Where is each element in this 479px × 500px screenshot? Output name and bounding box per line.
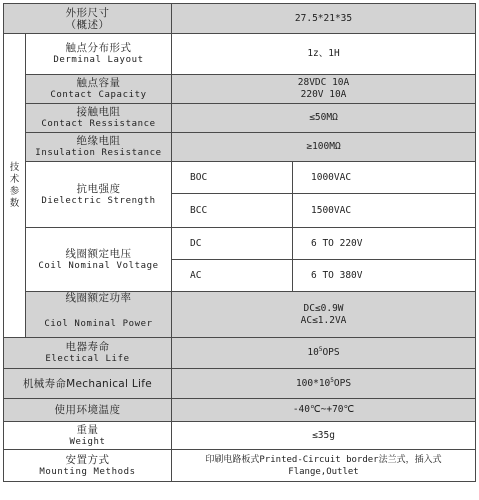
row-dimensions <box>4 4 476 34</box>
terminal-layout-label <box>26 34 172 75</box>
insulation-resistance-cn: 绝缘电阻 <box>76 135 121 147</box>
row-weight <box>4 422 476 450</box>
technical-params-side-label <box>4 34 26 338</box>
terminal-layout-value: 1z、1H <box>172 34 476 75</box>
dielectric-strength-label <box>26 162 172 228</box>
coil-voltage-label <box>26 228 172 292</box>
coil-voltage-ac-value: 6 TO 380V <box>293 260 476 292</box>
contact-capacity-cn: 触点容量 <box>76 77 121 89</box>
terminal-layout-en: Derminal Layout <box>53 55 144 65</box>
coil-voltage-dc-label: DC <box>172 228 293 260</box>
electrical-life-cn: 电器寿命 <box>65 341 110 353</box>
contact-capacity-value-1: 28VDC 10A <box>297 77 350 88</box>
dielectric-boc-label: BOC <box>172 162 293 194</box>
contact-resistance-label <box>26 104 172 133</box>
row-contact-resistance <box>4 104 476 133</box>
dimensions-value: 27.5*21*35 <box>172 4 476 34</box>
coil-voltage-cn: 线圈额定电压 <box>65 247 132 260</box>
dimensions-label <box>4 4 172 34</box>
row-coil-voltage-dc <box>4 228 476 260</box>
row-contact-capacity <box>4 75 476 104</box>
row-temperature <box>4 399 476 422</box>
dielectric-bcc-label: BCC <box>172 194 293 228</box>
dielectric-strength-en: Dielectric Strength <box>41 195 156 206</box>
dimensions-label-cn2: （概述） <box>65 18 110 31</box>
dielectric-bcc-value: 1500VAC <box>293 194 476 228</box>
electrical-life-exp: 5 <box>318 345 323 353</box>
mounting-value <box>172 450 476 482</box>
insulation-resistance-label <box>26 133 172 162</box>
mechanical-life-text: 机械寿命Mechanical Life <box>22 377 153 390</box>
temperature-label <box>4 399 172 422</box>
row-dielectric-boc <box>4 162 476 194</box>
side-char-4: 数 <box>9 197 20 209</box>
row-mechanical-life <box>4 369 476 399</box>
contact-resistance-value: ≤50MΩ <box>172 104 476 133</box>
mounting-value-1: 印刷电路板式Printed-Circuit border法兰式，插入式 <box>205 454 442 465</box>
row-mounting <box>4 450 476 482</box>
contact-capacity-value <box>172 75 476 104</box>
row-coil-power <box>4 292 476 338</box>
dimensions-label-cn: 外形尺寸 <box>65 6 110 19</box>
row-insulation-resistance <box>4 133 476 162</box>
mechanical-life-base: 100*10 <box>295 377 331 389</box>
mechanical-life-label <box>4 369 172 399</box>
coil-power-en: Ciol Nominal Power <box>44 319 153 329</box>
mounting-label <box>4 450 172 482</box>
coil-power-value-2: AC≤1.2VA <box>300 314 347 326</box>
contact-capacity-value-2: 220V 10A <box>300 89 347 100</box>
insulation-resistance-en: Insulation Resistance <box>35 148 162 158</box>
mounting-cn: 安置方式 <box>65 453 110 466</box>
dielectric-strength-cn: 抗电强度 <box>76 182 121 195</box>
coil-power-cn: 线圈额定功率 <box>65 292 132 304</box>
coil-power-value-1: DC≤0.9W <box>303 302 344 314</box>
mechanical-life-exp: 5 <box>330 376 334 384</box>
electrical-life-value <box>172 338 476 369</box>
terminal-layout-cn: 触点分布形式 <box>65 42 132 54</box>
insulation-resistance-value: ≥100MΩ <box>172 133 476 162</box>
electrical-life-base: 10 <box>307 347 319 358</box>
side-char-2: 术 <box>9 173 20 185</box>
dielectric-boc-value: 1000VAC <box>293 162 476 194</box>
electrical-life-en: Electical Life <box>45 354 130 364</box>
contact-capacity-label <box>26 75 172 104</box>
weight-en: Weight <box>69 436 106 447</box>
coil-power-value <box>172 292 476 338</box>
mounting-value-2: Flange,Outlet <box>288 466 359 477</box>
side-char-3: 参 <box>9 185 20 197</box>
mechanical-life-value <box>172 369 476 399</box>
electrical-life-label <box>4 338 172 369</box>
weight-label <box>4 422 172 450</box>
electrical-life-unit: OPS <box>322 347 340 358</box>
contact-resistance-en: Contact Ressistance <box>41 119 156 129</box>
side-char-1: 技 <box>9 161 20 173</box>
temperature-value: -40℃~+70℃ <box>172 399 476 422</box>
spec-table <box>3 3 476 482</box>
coil-voltage-ac-label: AC <box>172 260 293 292</box>
mounting-en: Mounting Methods <box>39 466 136 477</box>
coil-power-label <box>26 292 172 338</box>
weight-cn: 重量 <box>76 423 99 436</box>
temperature-text: 使用环境温度 <box>54 404 121 416</box>
row-terminal-layout <box>4 34 476 75</box>
coil-voltage-en: Coil Nominal Voltage <box>38 260 159 271</box>
contact-resistance-cn: 接触电阻 <box>76 106 121 118</box>
mechanical-life-unit: OPS <box>333 377 352 389</box>
weight-value: ≤35g <box>172 422 476 450</box>
row-electrical-life <box>4 338 476 369</box>
contact-capacity-en: Contact Capacity <box>50 90 147 100</box>
coil-voltage-dc-value: 6 TO 220V <box>293 228 476 260</box>
